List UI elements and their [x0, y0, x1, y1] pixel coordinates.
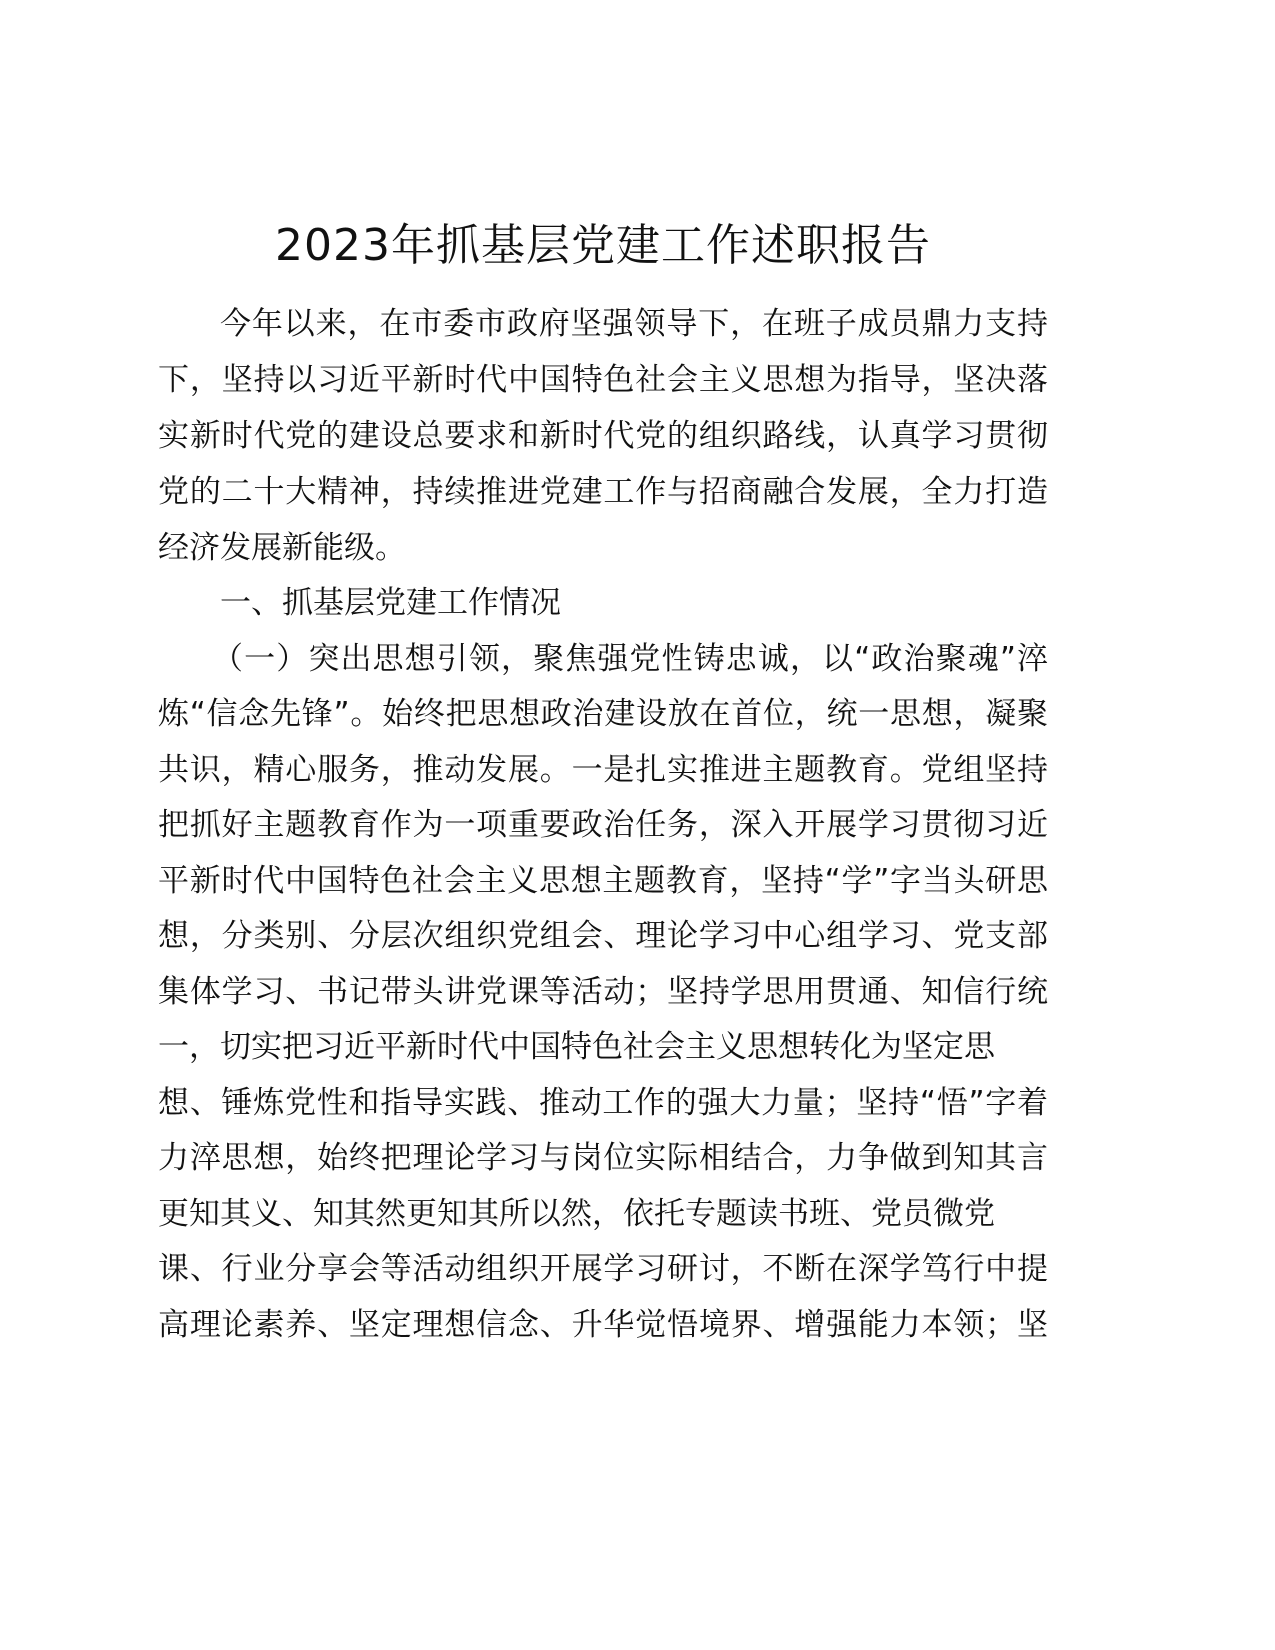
paragraph-line: （一）突出思想引领，聚焦强党性铸忠诚，以“政治聚魂”淬 — [212, 641, 1048, 677]
paragraph-line: 把抓好主题教育作为一项重要政治任务，深入开展学习贯彻习近 — [158, 807, 1048, 843]
paragraph-line: 课、行业分享会等活动组织开展学习研讨，不断在深学笃行中提 — [158, 1251, 1048, 1287]
paragraph-line: 想，分类别、分层次组织党组会、理论学习中心组学习、党支部 — [158, 918, 1048, 954]
section-heading: 一、抓基层党建工作情况 — [220, 585, 561, 621]
paragraph-line: 经济发展新能级。 — [158, 530, 406, 566]
paragraph-line: 共识，精心服务，推动发展。一是扎实推进主题教育。党组坚持 — [158, 752, 1048, 788]
paragraph-line: 党的二十大精神，持续推进党建工作与招商融合发展，全力打造 — [158, 474, 1048, 510]
paragraph-line: 更知其义、知其然更知其所以然，依托专题读书班、党员微党 — [158, 1196, 995, 1232]
paragraph-line: 下，坚持以习近平新时代中国特色社会主义思想为指导，坚决落 — [158, 362, 1048, 398]
paragraph-line: 力淬思想，始终把理论学习与岗位实际相结合，力争做到知其言 — [158, 1140, 1048, 1176]
paragraph-line: 想、锤炼党性和指导实践、推动工作的强大力量；坚持“悟”字着 — [158, 1085, 1048, 1121]
paragraph-line: 实新时代党的建设总要求和新时代党的组织路线，认真学习贯彻 — [158, 418, 1048, 454]
paragraph-line: 高理论素养、坚定理想信念、升华觉悟境界、增强能力本领；坚 — [158, 1307, 1048, 1343]
paragraph-line: 一，切实把习近平新时代中国特色社会主义思想转化为坚定思 — [158, 1029, 995, 1065]
document-title: 2023年抓基层党建工作述职报告 — [275, 220, 931, 271]
paragraph-line: 平新时代中国特色社会主义思想主题教育，坚持“学”字当头研思 — [158, 863, 1048, 899]
paragraph-line: 集体学习、书记带头讲党课等活动；坚持学思用贯通、知信行统 — [158, 974, 1048, 1010]
paragraph-line: 炼“信念先锋”。始终把思想政治建设放在首位，统一思想，凝聚 — [158, 696, 1048, 732]
paragraph-line: 今年以来，在市委市政府坚强领导下，在班子成员鼎力支持 — [220, 306, 1048, 342]
